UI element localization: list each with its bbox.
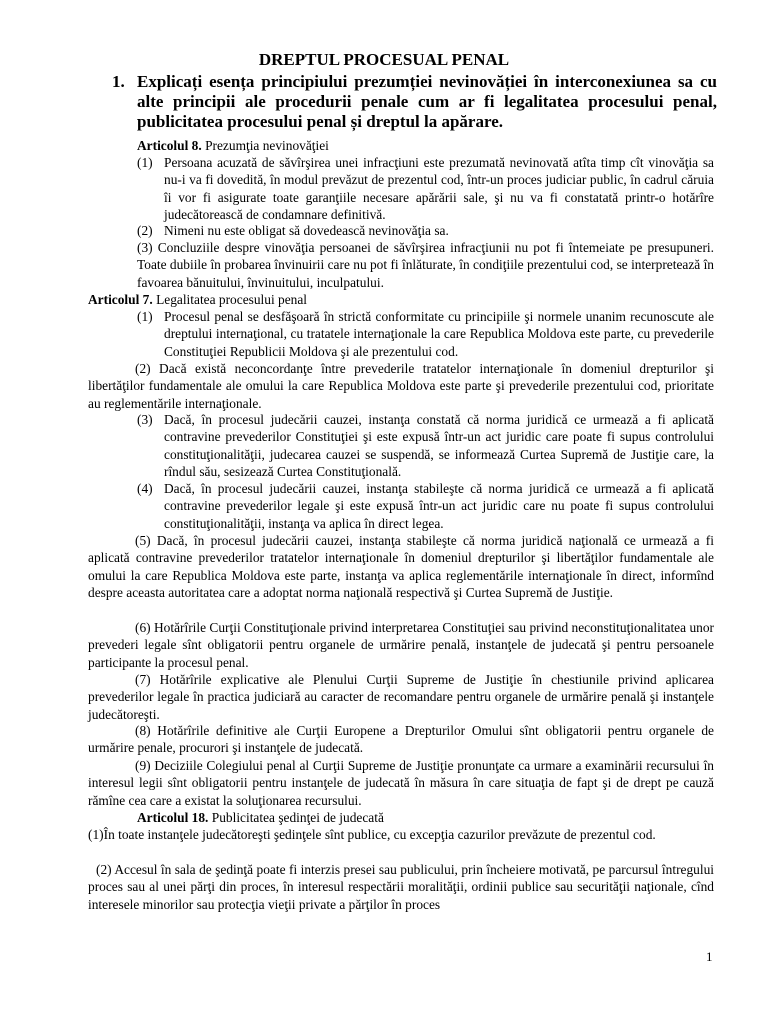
art7-item-9: (9) Deciziile Colegiului penal al Curţii Supreme de Justiţie pronunţate ca urmare a examinării recursului în interesul legii sînt obligatorii pentru instanţele de judecată în măsura în care situaţia de fapt şi de drept pe cauză rămîne cea care a existat la soluţionarea recursului. bbox=[88, 758, 714, 808]
art7-item-2: (2) Dacă există neconcordanţe între prevederile tratatelor internaţionale în domeniul drepturilor şi libertăţilor fundamentale ale omului la care Republica Moldova este parte şi prevederile prezentului cod, prioritate au reglementările internaţionale. bbox=[88, 361, 714, 411]
art7-item-5: (5) Dacă, în procesul judecării cauzei, instanţa stabileşte că norma juridică naţională ce urmează a fi aplicată contravine prevederilor tratatelor internaţionale în domeniul drepturilor şi libertăţilor fundamentale ale omului la care Republica Moldova este parte, instanţa va aplica reglementările internaţionale în direct, informînd despre aceasta autoritatea care a adoptat norma naţională respectivă şi Curtea Supremă de Justiţie. bbox=[88, 533, 714, 600]
art7-item-8: (8) Hotărîrile definitive ale Curţii Europene a Drepturilor Omului sînt obligatorii pentru organele de urmărire penale, procurori şi instanţele de judecată. bbox=[88, 723, 714, 756]
art8-item-2-num: (2) bbox=[137, 223, 153, 238]
art8-title: Prezumţia nevinovăţiei bbox=[205, 138, 329, 153]
question-text: Explicați esența principiului prezumției nevinovăției în interconexiunea sa cu alte principii ale procedurii penale cum ar fi legalitatea procesului penal, publicitatea procesului penal și dreptul la apărare. bbox=[137, 72, 717, 131]
art7-item-4-num: (4) bbox=[137, 481, 153, 496]
art7-item-4-text: Dacă, în procesul judecării cauzei, instanţa stabileşte că norma juridică ce urmează a fi aplicată contravine prevederilor legale şi este expusă într-un act juridic care nu poate fi supus controlului constituţionalităţii, instanţa va aplica în direct legea. bbox=[164, 481, 714, 531]
art18-label: Articolul 18. bbox=[137, 810, 209, 825]
art7-heading bbox=[88, 291, 307, 308]
art7-item-6: (6) Hotărîrile Curţii Constituţionale privind interpretarea Constituţiei sau privind neconstituţionalitatea unor prevederi legale sînt obligatorii pentru organele de urmărire penală, instanţele de judecată şi pentru persoanele participante la procesul penal. bbox=[88, 620, 714, 670]
art18-item-2: (2) Accesul în sala de şedinţă poate fi interzis presei sau publicului, prin încheiere motivată, pe parcursul întregului proces sau al unei părţi din proces, în interesul respectării moralităţii, ordinii publice sau securităţii naţionale, cînd interesele minorilor sau protecţia vieţii private a părţilor în proces bbox=[88, 862, 714, 912]
page-number: 1 bbox=[706, 949, 713, 964]
art8-heading bbox=[137, 137, 329, 154]
art18-item-1: (1)În toate instanţele judecătoreşti şedinţele sînt publice, cu excepţia cazurilor prevăzute de prezentul cod. bbox=[88, 827, 656, 842]
art7-title: Legalitatea procesului penal bbox=[156, 292, 308, 307]
art7-item-3-num: (3) bbox=[137, 412, 153, 427]
art8-item-1-text: Persoana acuzată de săvîrşirea unei infracţiuni este prezumată nevinovată atîta timp cît vinovăţia sa nu-i va fi dovedită, în modul prevăzut de prezentul cod, într-un proces judiciar public, în cadrul căruia îi vor fi asigurate toate garanţiile necesare apărării sale, şi nu va fi constatată printr-o hotărîre judecătorească de condamnare definitivă. bbox=[164, 155, 714, 222]
art7-item-3-text: Dacă, în procesul judecării cauzei, instanţa constată că norma juridică ce urmează a fi aplicată contravine prevederilor Constituţiei şi este expusă într-un act juridic care poate fi supus controlului constituţionalităţii, judecarea cauzei se suspendă, se informează Curtea Supremă de Justiţie care, la rîndul său, sesizează Curtea Constituţională. bbox=[164, 412, 714, 479]
art8-item-3: (3) Concluziile despre vinovăţia persoanei de săvîrşirea infracţiunii nu pot fi întemeiate pe presupuneri. Toate dubiile în probarea învinuirii care nu pot fi înlăturate, în condiţiile prezentului cod, se interpretează în favoarea bănuitului, învinuitului, inculpatului. bbox=[137, 240, 714, 290]
art8-item-1-num: (1) bbox=[137, 155, 153, 170]
art7-item-7: (7) Hotărîrile explicative ale Plenului Curţii Supreme de Justiţie în chestiunile privind aplicarea prevederilor legale în practica judiciară au caracter de recomandare pentru organele de urmărire penală şi instanţele judecătoreşti. bbox=[88, 672, 714, 722]
art18-heading bbox=[137, 809, 384, 826]
question-number: 1. bbox=[112, 72, 125, 91]
art8-item-2-text: Nimeni nu este obligat să dovedească nevinovăţia sa. bbox=[164, 223, 449, 238]
art8-label: Articolul 8. bbox=[137, 138, 202, 153]
art7-item-1-num: (1) bbox=[137, 309, 153, 324]
art18-title: Publicitatea şedinţei de judecată bbox=[211, 810, 384, 825]
art7-label: Articolul 7. bbox=[88, 292, 153, 307]
page-title: DREPTUL PROCESUAL PENAL bbox=[258, 50, 510, 69]
art7-item-1-text: Procesul penal se desfăşoară în strictă conformitate cu principiile şi normele unanim recunoscute ale dreptului internaţional, cu tratatele internaţionale la care Republica Moldova este parte, cu prevederile Constituţiei Republicii Moldova şi ale prezentului cod. bbox=[164, 309, 714, 359]
